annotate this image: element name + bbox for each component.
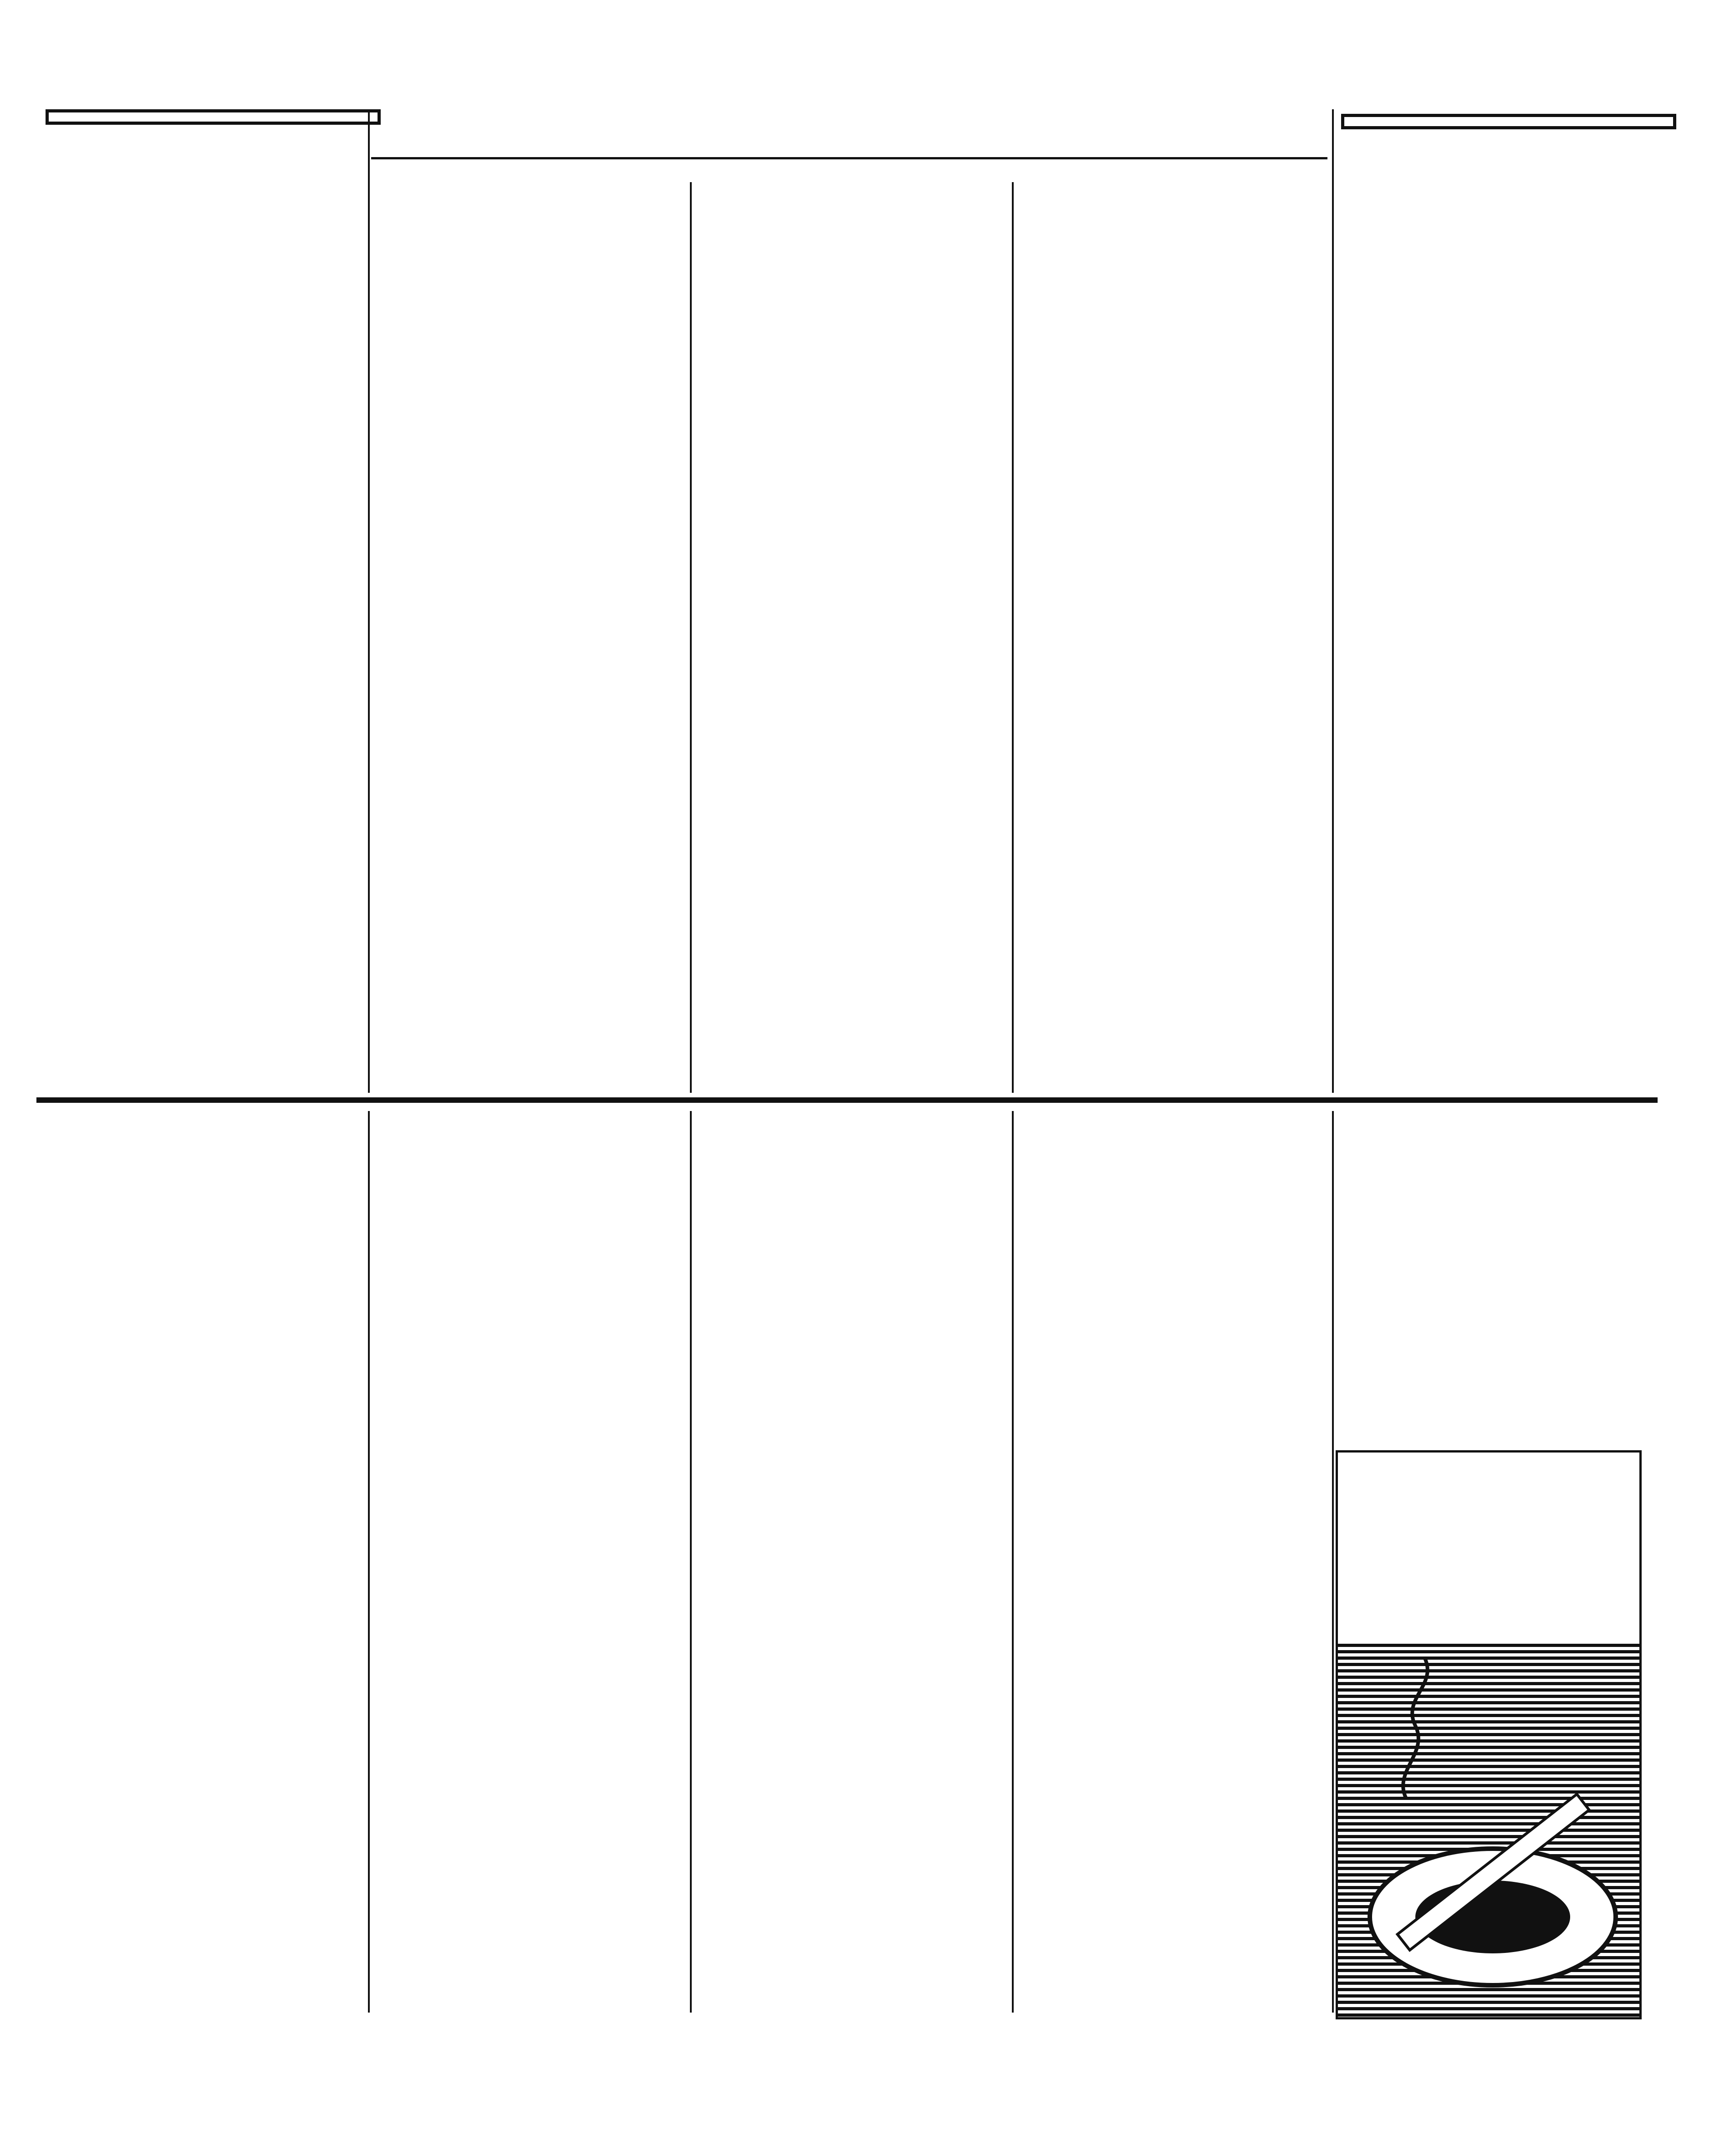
weather-box-left [46, 109, 381, 125]
column-divider [1012, 1111, 1014, 2013]
column-divider [1332, 109, 1334, 1093]
section-separator [36, 1097, 1658, 1103]
advert-illustration [1338, 1453, 1639, 2017]
title-rule [371, 157, 1327, 159]
column-divider [690, 1111, 692, 2013]
column-divider [368, 109, 370, 1093]
weather-box-right [1341, 114, 1676, 129]
column-divider [1332, 1111, 1334, 2013]
de-reszke-advert [1336, 1450, 1642, 2019]
column-divider [368, 1111, 370, 2013]
column-divider [690, 182, 692, 1093]
column-divider [1012, 182, 1014, 1093]
